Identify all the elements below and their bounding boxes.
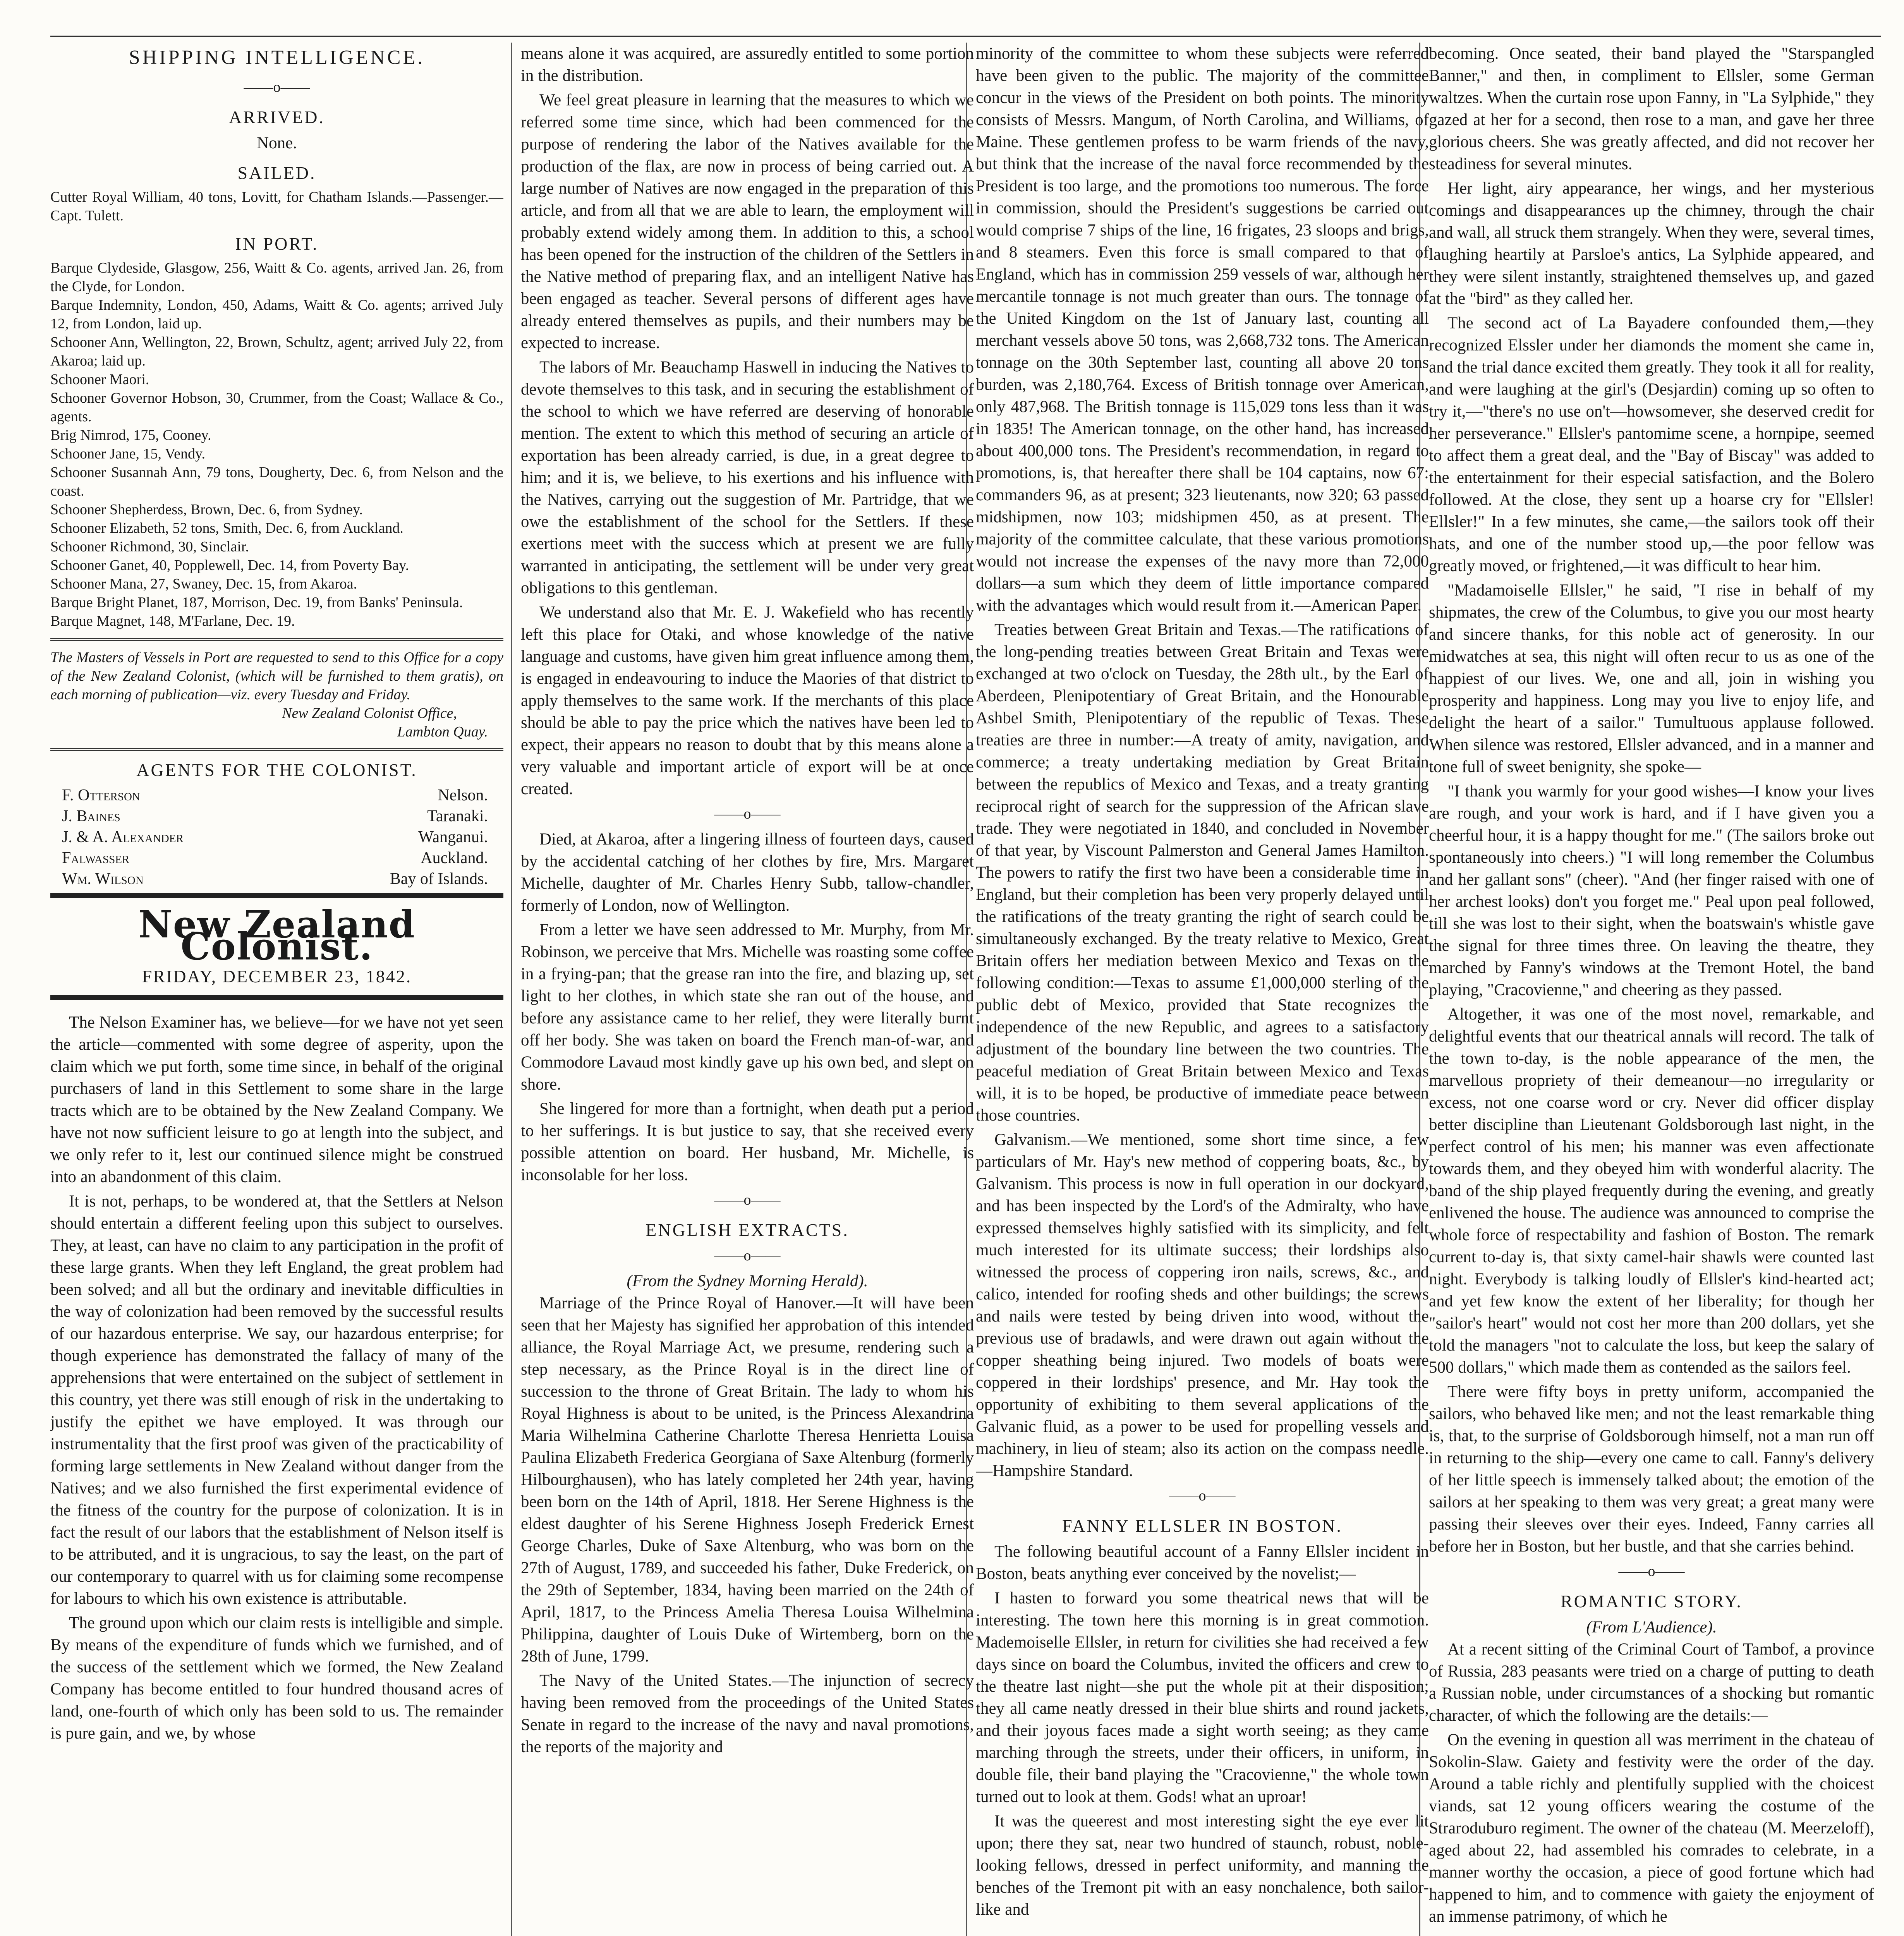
- notice-signature-2: Lambton Quay.: [397, 724, 488, 740]
- ornament-divider: ——o——: [244, 79, 310, 95]
- romantic-paragraph: On the evening in question all was merriment in the chateau of Sokolin-Slaw. Gaiety and festivity were the order of the day. Around a table richly and plentifully supplied with the choicest viands, sat 12 young officers wearing the costume of the Straroduburo regiment. The owner of the chateau (M. Meerzeloff), aged about 22, had assembled his comrades to celebrate, in a manner worthy the occasion, a piece of good fortune which had happened to him, and to commence with gaiety the enjoyment of an immense patrimony, of which he: [1429, 1731, 1874, 1926]
- ornament-divider: ——o——: [714, 806, 781, 822]
- fanny-paragraph: I hasten to forward you some theatrical news that will be interesting. The town here this morning is in great commotion. Mademoiselle Ellsler, in return for civilities she had received a few days since on board the Columbus, invited the officers and crew to the theatre last night—she put the whole pit at their disposition; they all came neatly dressed in their blue shirts and round jackets, and their joyous faces made a sight worth seeing; as they came marching through the streets, under their officers, in uniform, in double file, their band playing the "Cracovienne," the whole town turned out to look at them. Gods! what an uproar!: [976, 1589, 1429, 1806]
- fanny-ellsler-heading: FANNY ELLSLER IN BOSTON.: [1062, 1516, 1343, 1536]
- column-4: [1429, 43, 1874, 1936]
- editorial-paragraph: The Nelson Examiner has, we believe—for we have not yet seen the article—commented with some degree of asperity, upon the claim which we put forth, some time since, in behalf of the original purchasers of land in this Settlement to some share in the large tracts which are to be obtained by the New Zealand Company. We have not now sufficient leisure to go at length into the subject, and we only refer to it, lest our continued silence might be construed into an abandonment of this claim.: [50, 1013, 503, 1186]
- fanny-paragraph: There were fifty boys in pretty uniform, accompanied the sailors, who behaved like men; and not the least remarkable thing is, that, to the surprise of Goldsborough himself, not a man run off in returning to the ship—every one came to call. Fanny's delivery of her little speech is immensely talked about; the emotion of the sailors at her speaking to them was very great; a great many were passing their sleeves over their eyes. Indeed, Fanny carries all before her in Boston, but her bustle, and that she carries behind.: [1429, 1383, 1874, 1555]
- agent-name: J. Baines: [62, 807, 120, 825]
- obituary-article: [521, 828, 974, 1186]
- extracts-articles: [521, 1292, 974, 1758]
- fanny-paragraph: The following beautiful account of a Fanny Ellsler incident in Boston, beats anything ever conceived by the novelist;—: [976, 1543, 1429, 1583]
- news-paragraph: Treaties between Great Britain and Texas.—The ratifications of the long-pending treaties between Great Britain and Texas were exchanged at two o'clock on Tuesday, the 28th ult., by the Earl of Aberdeen, Plenipotentiary of Great Britain, and the Honourable Ashbel Smith, Plenipotentiary of the republic of Texas. These treaties are three in number:—A treaty of amity, navigation, and commerce; a treaty undertaking mediation by Great Britain between the republics of Mexico and Texas, and a treaty granting reciprocal right of search for the suppression of the African slave trade. They were negotiated in 1840, and concluded in November of that year, by Viscount Palmerston and General James Hamilton. The powers to ratify the first two have been a considerable time in England, but their completion has been very properly delayed until the ratifications of the treaty granting the right of search could be simultaneously exchanged. By the treaty relative to Mexico, Great Britain offers her mediation between Mexico and Texas on the following condition:—Texas to assume £1,000,000 sterling of the public debt of Mexico, provided that State recognizes the independence of the new Republic, and agrees to a satisfactory adjustment of the boundary line between the two countries. The peaceful mediation of Great Britain between Mexico and Texas will, it is to be hoped, be productive of immediate peace between those countries.: [976, 621, 1429, 1124]
- obituary-paragraph: From a letter we have seen addressed to Mr. Murphy, from Mr. Robinson, we perceive that Mrs. Michelle was roasting some coffee in a frying-pan; that the grease ran into the fire, and blazing up, set light to her clothes, in which state she ran out of the house, and before any assistance came to her relief, they were literally burnt off her body. She was taken on board the French man-of-war, and Commodore Lavaud most kindly gave up his own bed, and slept on shore.: [521, 921, 974, 1093]
- column-divider-1: [511, 43, 512, 1936]
- agent-row: [50, 827, 503, 848]
- agent-name: F. Otterson: [62, 786, 140, 804]
- obituary-paragraph: She lingered for more than a fortnight, when death put a period to her sufferings. It is but justice to say, that she received every possible attention on board. Her husband, Mr. Michelle, is inconsolable for her loss.: [521, 1100, 974, 1184]
- dateline-rule: [50, 995, 503, 1000]
- shipping-intelligence-heading: SHIPPING INTELLIGENCE.: [129, 46, 425, 69]
- agent-row: [50, 785, 503, 806]
- top-rule: [50, 36, 1881, 37]
- news-paragraph: Galvanism.—We mentioned, some short time since, a few particulars of Mr. Hay's new method of coppering boats, &c., by Galvanism. This process is now in full operation in our dockyard, and has been inspected by the Lord's of the Admiralty, who have expressed themselves highly satisfied with its simplicity, and felt much interested for its ultimate success; their lordships also witnessed the process of coppering iron nails, screws, &c., and calico, intended for roofing sheds and other buildings; the screws and nails were tested by being driven into wood, without the previous use of bradawls, and were drawn out again without the copper sheathing being injured. Two models of boats were coppered in their lordships' presence, and Mr. Hay took the opportunity of exhibiting to them several applications of the Galvanic fluid, as a power to be used for propelling vessels and machinery, in lieu of steam; also its action on the compass needle.—Hampshire Standard.: [976, 1131, 1429, 1480]
- ornament-divider: ——o——: [714, 1192, 781, 1208]
- flax-paragraph: means alone it was acquired, are assuredly entitled to some portion in the distribution.: [521, 45, 974, 85]
- in-port-item: Barque Bright Planet, 187, Morrison, Dec. 19, from Banks' Peninsula.: [50, 594, 463, 611]
- in-port-list: [50, 259, 503, 630]
- in-port-item: Schooner Ganet, 40, Popplewell, Dec. 14, from Poverty Bay.: [50, 557, 409, 573]
- in-port-item: Schooner Jane, 15, Vendy.: [50, 446, 205, 462]
- romantic-story-article: [1429, 1638, 1874, 1927]
- in-port-item: Barque Magnet, 148, M'Farlane, Dec. 19.: [50, 613, 295, 629]
- agent-name: Falwasser: [62, 849, 130, 867]
- flax-paragraph: We feel great pleasure in learning that the measures to which we referred some time since, which had been commenced for the purpose of rendering the labor of the Natives available for the production of the flax, are now in process of being carried out. A large number of Natives are now engaged in the preparation of this article, and from all that we are able to learn, the employment will probably extend widely among them. In addition to this, a school has been opened for the instruction of the children of the Settlers in the Native method of preparing flax, and an intelligent Native has been engaged as teacher. Several persons of different ages have already entered themselves as pupils, and their numbers may be expected to increase.: [521, 91, 974, 352]
- agent-row: [50, 848, 503, 868]
- agent-place: Nelson.: [438, 786, 488, 804]
- navy-treaties-galvanism-articles: [976, 43, 1429, 1482]
- in-port-item: Barque Clydeside, Glasgow, 256, Waitt & Co. agents, arrived Jan. 26, from the Clyde, for London.: [50, 260, 503, 295]
- fanny-paragraph: "I thank you warmly for your good wishes—I know your lives are rough, and your work is hard, and if I have given you a cheerful hour, it is a happy thought for me." (The sailors broke out spontaneously into cheers.) "I will long remember the Columbus and her gallant sons" (cheer). "And (her finger raised with one of her archest looks) don't you forget me." Peal upon peal followed, till she was lost to their sight, when the boatswain's whistle gave the signal for three times three. On leaving the theatre, they marched by Fanny's windows at the Tremont Hotel, the band playing, "Cracovienne," and cheering as they passed.: [1429, 782, 1874, 999]
- ornament-divider: ——o——: [1169, 1488, 1236, 1504]
- fanny-paragraph: Her light, airy appearance, her wings, and her mysterious comings and disappearances up the chimney, through the chair and wall, all struck them strangely. When they were, several times, laughing heartily at Parsloe's antics, La Sylphide appeared, and they were silent instantly, straightened themselves up, and gazed at the "bird" as they called her.: [1429, 179, 1874, 308]
- masters-notice: [50, 638, 503, 751]
- fanny-paragraph: The second act of La Bayadere confounded them,—they recognized Elssler under her diamonds the moment she came in, and the trial dance excited them greatly. They took it all for reality, and were laughing at the girl's (Desjardin) coming up so often to try it,—"there's no use on't—howsomever, she deserved credit for her perseverance." Ellsler's pantomime scene, a hornpipe, seemed to affect them a great deal, and the "Bay of Biscay" was added to the entertainment for their especial satisfaction, and the Bolero followed. At the close, they sent up a hoarse cry for "Ellsler! Ellsler!" In a few minutes, she came,—the sailors took off their hats, and one of the number stood up,—the poor fellow was greatly moved, or frightened,—it was difficult to hear him.: [1429, 314, 1874, 575]
- editorial-paragraph: The ground upon which our claim rests is intelligible and simple. By means of the expenditure of funds which we furnished, and of the success of the settlement which we formed, the New Zealand Company has become entitled to four hundred thousand acres of land, one-fourth of which only has been sold to us. The remainder is pure gain, and we, by whose: [50, 1614, 503, 1742]
- notice-signature-1: New Zealand Colonist Office,: [282, 705, 457, 721]
- romantic-story-source: (From L'Audience).: [1586, 1618, 1717, 1636]
- extracts-source: (From the Sydney Morning Herald).: [627, 1272, 868, 1290]
- dateline: FRIDAY, DECEMBER 23, 1842.: [142, 966, 412, 986]
- fanny-paragraph: "Madamoiselle Ellsler," he said, "I rise in behalf of my shipmates, the crew of the Columbus, to give you our most hearty and sincere thanks, for this noble act of generosity. In our midwatches at sea, this night will often recur to us as one of the happiest of our lives. We, one and all, join in wishing you prosperity and happiness. Long may you live to enjoy life, and delight the heart of a sailor." Tumultuous applause followed. When silence was restored, Ellsler advanced, and in a manner and tone full of sweet benignity, she spoke—: [1429, 581, 1874, 776]
- agents-heading: AGENTS FOR THE COLONIST.: [136, 760, 417, 780]
- obituary-paragraph: Died, at Akaroa, after a lingering illness of fourteen days, caused by the accidental catching of her clothes by fire, Mrs. Margaret Michelle, daughter of Mr. Charles Henry Subb, tallow-chandler, formerly of London, now of Wellington.: [521, 830, 974, 915]
- agent-row: [50, 806, 503, 827]
- in-port-item: Barque Indemnity, London, 450, Adams, Waitt & Co. agents; arrived July 12, from London, laid up.: [50, 297, 503, 332]
- fanny-paragraph: Altogether, it was one of the most novel, remarkable, and delightful events that our theatrical annals will record. The talk of the town to-day, is the noble appearance of the men, the marvellous propriety of their demeanour—no irregularity or excess, not one coarse word or cry. Never did officer display better discipline than Lieutenant Goldsborough last night, in the perfect control of his men; his manner was even affectionate towards them, and they obeyed him with wonderful alacrity. The band of the ship played frequently during the evening, and greatly enlivened the house. The audience was announced to comprise the whole force of respectability and fashion of Boston. The remark current to-day is, that sixty camel-hair shawls were counted last night. Everybody is talking loudly of Ellsler's kind-hearted act; and yet few know the extent of her liberality; for though her "sailor's heart" would not cost her more than 200 dollars, yet she told the managers "not to calculate the loss, but keep the salary of 500 dollars," which made them as contended as the sailors feel.: [1429, 1005, 1874, 1376]
- column-2: [521, 43, 974, 1936]
- masthead-title: New Zealand Colonist.: [138, 903, 415, 968]
- editorial-article: [50, 1011, 503, 1744]
- editorial-paragraph: It is not, perhaps, to be wondered at, that the Settlers at Nelson should entertain a different feeling upon this subject to ourselves. They, at least, can have no claim to any participation in the profit of these large grants. When they left England, the great problem had been solved; and all but the ordinary and inevitable difficulties in the way of colonization had been removed by the successful results of our hazardous enterprise. We say, our hazardous enterprise; for though experience has demonstrated the fallacy of many of the apprehensions that were entertained on the subject of settlement in this country, yet there was still enough of risk in the undertaking to justify the epithet we have employed. It was through our instrumentality that the first proof was given of the practicability of forming large settlements in New Zealand without danger from the Natives; and we also furnished the first experimental evidence of the fitness of the country for the purpose of colonization. It is in fact the result of our labors that the establishment of Nelson itself is to be attributed, and it is ungracious, to say the least, on the part of our contemporary to quarrel with us for claiming some recompense for labours to which his own existence is attributable.: [50, 1192, 503, 1608]
- in-port-item: Schooner Governor Hobson, 30, Crummer, from the Coast; Wallace & Co., agents.: [50, 390, 503, 425]
- flax-paragraph: We understand also that Mr. E. J. Wakefield who has recently left this place for Otaki, and whose knowledge of the native language and customs, have given him great influence among them, is engaged in endeavouring to induce the Maories of that district to apply themselves to the same work. If the merchants of this place should be able to pay the price which the natives have been led to expect, their appears no reason to doubt that by this means alone a very valuable and important article of export will be at once created.: [521, 603, 974, 798]
- romantic-story-heading: ROMANTIC STORY.: [1561, 1591, 1743, 1611]
- news-paragraph: minority of the committee to whom these subjects were referred have been given to the public. The majority of the committee concur in the views of the President on both points. The minority consists of Messrs. Mangum, of North Carolina, and Williams, of Maine. These gentlemen profess to be warm friends of the navy, but think that the increase of the naval force recommended by the President is too large, and the promotions too numerous. The force in commission, should the President's suggestions be carried out would comprise 7 ships of the line, 16 frigates, 23 sloops and brigs, and 8 steamers. Even this force is small compared to that of England, which has in commission 259 vessels of war, although her mercantile tonnage is not much greater than ours. The tonnage of the United Kingdom on the 1st of January last, counting all merchant vessels above 50 tons, was 2,668,732 tons. The American tonnage on the 30th September last, counting all above 20 tons burden, was 2,180,764. Excess of British tonnage over American, only 487,968. The British tonnage is 115,029 tons less than it was in 1835! The American tonnage, on the other hand, has increased about 400,000 tons. The President's recommendation, in regard to promotions, is, that hereafter there shall be 104 captains, now 67: commanders 96, as at present; 323 lieutenants, now 320; 63 passed midshipmen, now 103; midshipmen 450, as at present. The majority of the committee calculate, that these various promotions would not increase the expenses of the navy more than 72,000 dollars—a sum which they deem of little importance compared with the advantages which would result from it.—American Paper.: [976, 45, 1429, 614]
- in-port-item: Brig Nimrod, 175, Cooney.: [50, 427, 211, 443]
- extract-paragraph: The Navy of the United States.—The injunction of secrecy having been removed from the proceedings of the United States Senate in regard to the increase of the navy and naval promotions, the reports of the majority and: [521, 1672, 974, 1756]
- arrived-heading: ARRIVED.: [229, 107, 325, 127]
- in-port-heading: IN PORT.: [235, 234, 319, 254]
- fanny-paragraph: becoming. Once seated, their band played the "Starspangled Banner," and then, in compliment to Ellsler, some German waltzes. When the curtain rose upon Fanny, in "La Sylphide," they gazed at her for a second, then rose to a man, and gave her three glorious cheers. She was greatly affected, and did not recover her steadiness for several minutes.: [1429, 45, 1874, 173]
- agent-place: Taranaki.: [427, 807, 488, 825]
- fanny-paragraph: It was the queerest and most interesting sight the eye ever lit upon; there they sat, near two hundred of staunch, robust, noble-looking fellows, dressed in perfect uniformity, and manning the benches of the Tremont pit with an easy nonchalence, both sailor-like and: [976, 1812, 1429, 1919]
- agent-place: Wanganui.: [418, 828, 488, 846]
- ornament-divider: ——o——: [714, 1248, 781, 1264]
- arrived-text: None.: [257, 134, 297, 152]
- in-port-item: Schooner Ann, Wellington, 22, Brown, Schultz, agent; arrived July 22, from Akaroa; laid up.: [50, 334, 503, 369]
- agents-list: [50, 785, 503, 889]
- in-port-item: Schooner Elizabeth, 52 tons, Smith, Dec. 6, from Auckland.: [50, 520, 403, 536]
- sailed-text: Cutter Royal William, 40 tons, Lovitt, for Chatham Islands.—Passenger.—Capt. Tulett.: [50, 189, 503, 224]
- agent-row: [50, 868, 503, 889]
- notice-text: The Masters of Vessels in Port are requested to send to this Office for a copy of the New Zealand Colonist, (which will be furnished to them gratis), on each morning of publication—viz. every Tuesday and Friday.: [50, 649, 503, 703]
- fanny-ellsler-continued: [1429, 43, 1874, 1557]
- flax-article: [521, 43, 974, 800]
- column-1: [50, 43, 503, 1936]
- romantic-paragraph: At a recent sitting of the Criminal Court of Tambof, a province of Russia, 283 peasants were tried on a charge of putting to death a Russian noble, under circumstances of a shocking but romantic character, of which the following are the details:—: [1429, 1640, 1874, 1725]
- extract-paragraph: Marriage of the Prince Royal of Hanover.—It will have been seen that her Majesty has signified her approbation of this intended alliance, the Royal Marriage Act, we presume, rendering such a step necessary, as the Prince Royal is in the direct line of succession to the throne of Great Britain. The lady to whom his Royal Highness is about to be united, is the Princess Alexandrina Maria Wilhelmina Catherine Charlotte Theresa Henrietta Louisa Paulina Elizabeth Frederica Georgiana of Saxe Altenburg (formerly Hilbourghausen), who has lately completed her 24th year, having been born on the 14th of April, 1818. Her Serene Highness is the eldest daughter of his Serene Highness Joseph Frederick Ernest George Charles, Duke of Saxe Altenburg, who was born on the 27th of August, 1789, and succeeded his father, Duke Frederick, on the 29th of September, 1834, having been married on the 24th of April, 1817, to the Princess Amelia Theresa Louisa Wilhelmina Philippina, daughter of Louis Duke of Wirtemberg, born on the 28th of June, 1799.: [521, 1294, 974, 1665]
- column-3: [976, 43, 1429, 1936]
- flax-paragraph: The labors of Mr. Beauchamp Haswell in inducing the Natives to devote themselves to this task, and in securing the establishment of the school to which we have referred are deserving of honorable mention. The extent to which this method of securing an article of exportation has been already carried, is due, in a great degree to him; and it is, we believe, to his exertions and his influence with the Natives, carrying out the suggestion of Mr. Partridge, that we owe the establishment of the school for the Settlers. If these exertions meet with the success which at present we are fully warranted in anticipating, the settlement will be under very great obligations to this gentleman.: [521, 358, 974, 597]
- masthead-rule: [50, 893, 503, 898]
- ornament-divider: ——o——: [1618, 1563, 1685, 1579]
- sailed-heading: SAILED.: [237, 163, 316, 183]
- in-port-item: Schooner Shepherdess, Brown, Dec. 6, from Sydney.: [50, 501, 363, 518]
- agent-name: J. & A. Alexander: [62, 828, 184, 846]
- in-port-item: Schooner Mana, 27, Swaney, Dec. 15, from Akaroa.: [50, 576, 357, 592]
- in-port-item: Schooner Susannah Ann, 79 tons, Dougherty, Dec. 6, from Nelson and the coast.: [50, 464, 503, 499]
- in-port-item: Schooner Maori.: [50, 371, 149, 388]
- in-port-item: Schooner Richmond, 30, Sinclair.: [50, 539, 249, 555]
- agent-place: Bay of Islands.: [390, 870, 488, 888]
- english-extracts-heading: ENGLISH EXTRACTS.: [646, 1220, 849, 1240]
- fanny-ellsler-article: [976, 1541, 1429, 1921]
- agent-place: Auckland.: [421, 849, 488, 867]
- agent-name: Wm. Wilson: [62, 870, 144, 888]
